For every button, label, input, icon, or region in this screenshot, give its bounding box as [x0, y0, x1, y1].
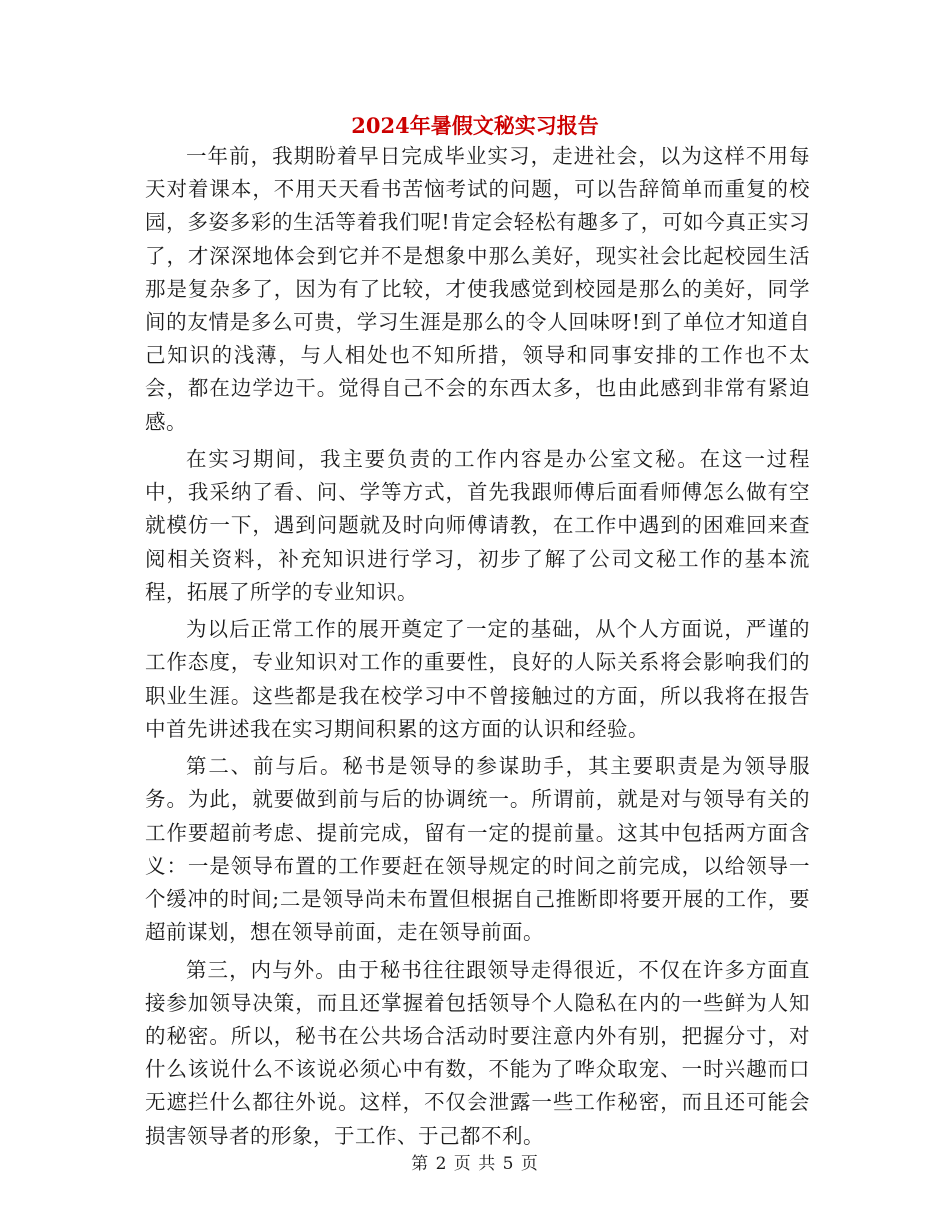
paragraph: 第三，内与外。由于秘书往往跟领导走得很近，不仅在许多方面直接参加领导决策，而且还掌握着包括领导个人隐私在内的一些鲜为人知的秘密。所以，秘书在公共场合活动时要注意内外有别，把握分寸，对什么该说什么不该说必须心中有数，不能为了哗众取宠、一时兴趣而口无遮拦什么都往外说。这样，不仅会泄露一些工作秘密，而且还可能会损害领导者的形象，于工作、于己都不利。	[145, 957, 810, 1148]
paragraph: 在实习期间，我主要负责的工作内容是办公室文秘。在这一过程中，我采纳了看、问、学等方式，首先我跟师傅后面看师傅怎么做有空就模仿一下，遇到问题就及时向师傅请教，在工作中遇到的困难回来查阅相关资料，补充知识进行学习，初步了解了公司文秘工作的基本流程，拓展了所学的专业知识。	[145, 447, 810, 604]
paragraph: 第二、前与后。秘书是领导的参谋助手，其主要职责是为领导服务。为此，就要做到前与后的协调统一。所谓前，就是对与领导有关的工作要超前考虑、提前完成，留有一定的提前量。这其中包括两方面含义：一是领导布置的工作要赶在领导规定的时间之前完成，以给领导一个缓冲的时间;二是领导尚未布置但根据自己推断即将要开展的工作，要超前谋划，想在领导前面，走在领导前面。	[145, 754, 810, 945]
document-body	[145, 140, 810, 1157]
document-title: 2024年暑假文秘实习报告	[351, 113, 599, 138]
page-footer: 第 2 页 共 5 页	[411, 1154, 539, 1174]
paragraph: 一年前，我期盼着早日完成毕业实习，走进社会，以为这样不用每天对着课本，不用天天看书苦恼考试的问题，可以告辞简单而重复的校园，多姿多彩的生活等着我们呢!肯定会轻松有趣多了，可如今真正实习了，才深深地体会到它并不是想象中那么美好，现实社会比起校园生活那是复杂多了，因为有了比较，才使我感觉到校园是那么的美好，同学间的友情是多么可贵，学习生涯是那么的令人回味呀!到了单位才知道自己知识的浅薄，与人相处也不知所措，领导和同事安排的工作也不太会，都在边学边干。觉得自己不会的东西太多，也由此感到非常有紧迫感。	[145, 144, 810, 434]
paragraph: 为以后正常工作的展开奠定了一定的基础，从个人方面说，严谨的工作态度，专业知识对工作的重要性，良好的人际关系将会影响我们的职业生涯。这些都是我在校学习中不曾接触过的方面，所以我将在报告中首先讲述我在实习期间积累的这方面的认识和经验。	[145, 617, 810, 741]
